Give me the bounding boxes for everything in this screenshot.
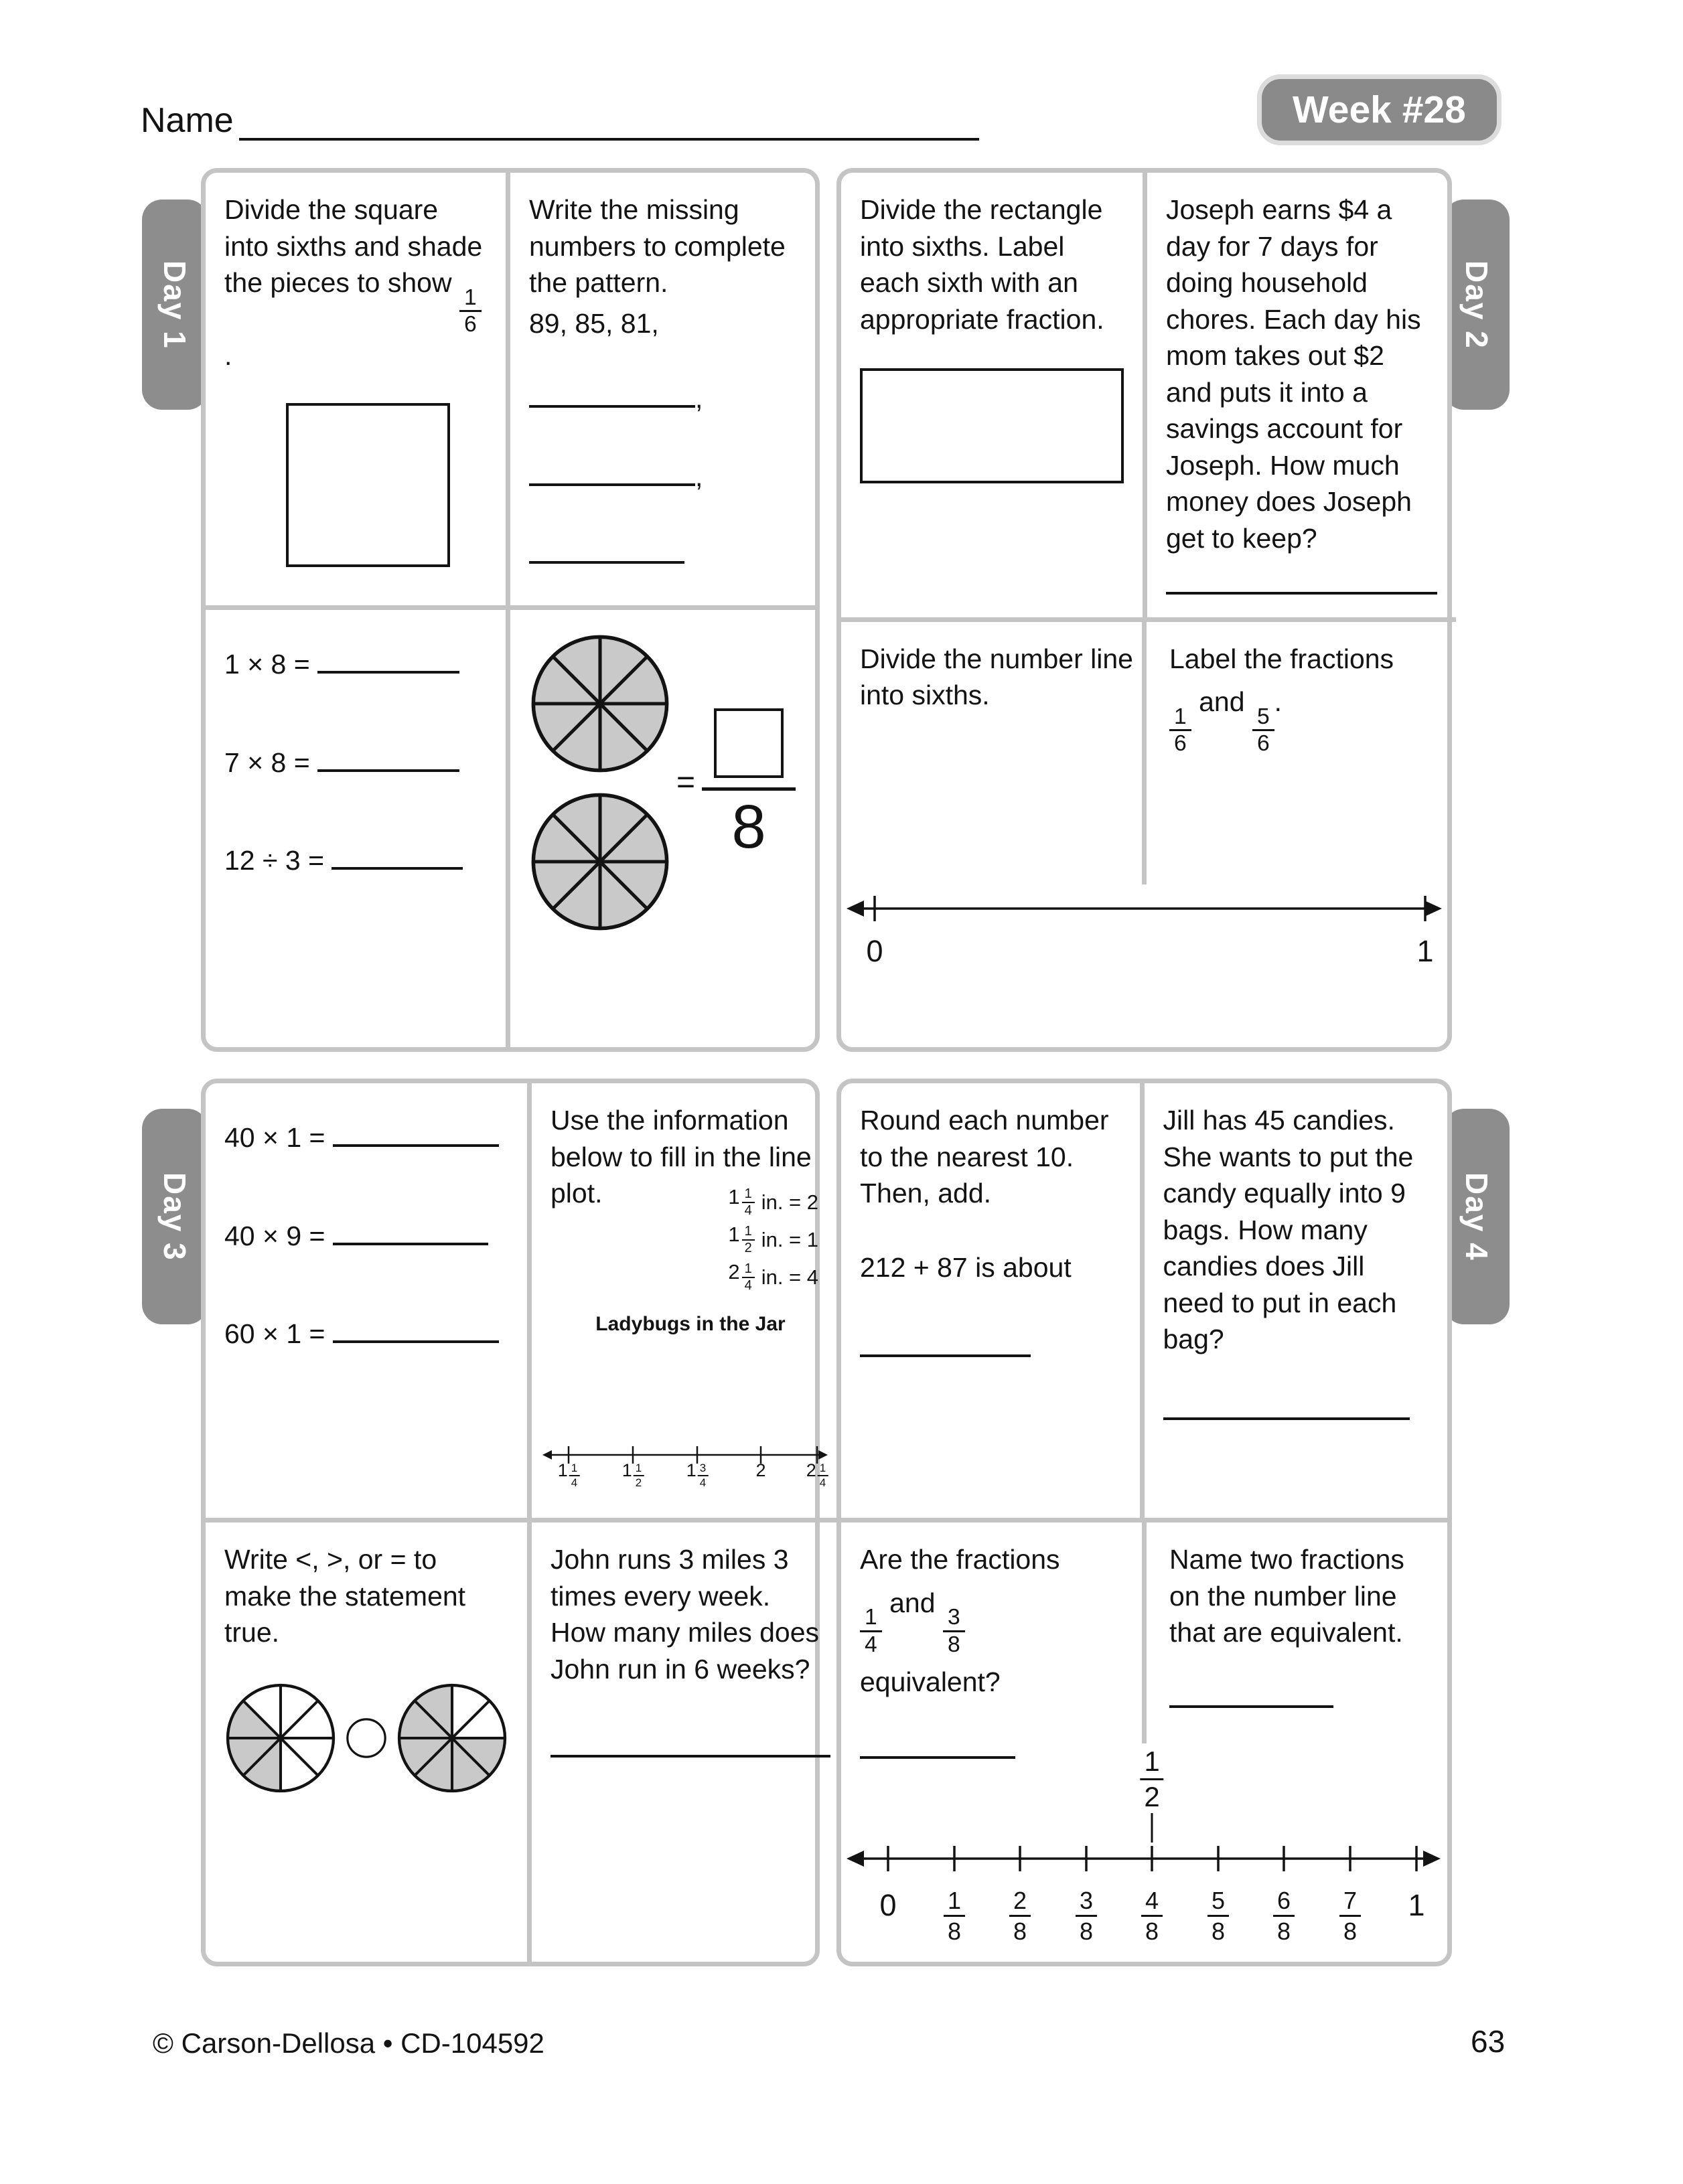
number-line-fraction-label: $\frac{1}{8}$ [944, 1881, 965, 1946]
tick-label: 2 [755, 1460, 766, 1480]
tab-day-4-label: Day 4 [1459, 1172, 1494, 1261]
group-day-3 [201, 1079, 826, 1966]
math-fact-row: 40 × 9 = [224, 1218, 508, 1255]
cell-day3-facts [206, 1083, 532, 1523]
tick-label: 1 1 2 [622, 1462, 644, 1489]
one-half-callout: $\frac{1}{2}$ [1140, 1743, 1163, 1814]
answer-blank [333, 1218, 488, 1245]
question-text: Write <, >, or = to make the statement true. [224, 1544, 466, 1648]
partially-shaded-circle-icon [224, 1682, 337, 1794]
tab-day-4 [1444, 1109, 1510, 1324]
answer-blank-row: , [529, 380, 796, 417]
mixed-number: 2 1 4 [728, 1261, 754, 1294]
question-text: John runs 3 miles 3 times every week. How many miles does John run in 6 weeks? [551, 1544, 820, 1685]
cell-day2-rectangle-sixths [841, 173, 1147, 622]
line-plot [541, 1437, 829, 1508]
question-text: Divide the number line into sixths. [860, 643, 1133, 711]
fraction-five-sixths: $\frac{5}{6}$ [1252, 704, 1274, 757]
cell-day1-facts [206, 610, 510, 1047]
cell-day4-word-problem [1145, 1083, 1448, 1523]
week-badge-label: Week #28 [1293, 88, 1466, 131]
tab-day-3 [142, 1109, 208, 1324]
number-line-label-0: 0 [879, 1888, 897, 1922]
group-day-2 [836, 168, 1452, 1052]
cell-day3-word-problem [532, 1523, 849, 1962]
pattern-given-numbers: 89, 85, 81, [529, 307, 659, 339]
fraction-answer-figure [702, 708, 796, 861]
answer-blank [860, 1330, 1031, 1357]
callout-connector-line [1151, 1813, 1153, 1843]
number-line-icon [841, 891, 1447, 926]
tab-day-1 [142, 200, 208, 410]
answer-blank [529, 459, 695, 486]
pie-column [529, 633, 671, 933]
name-blank-line [239, 102, 979, 141]
comparison-answer-circle-icon [345, 1717, 388, 1760]
question-text: Divide the square into sixths and shade the pieces to show $\frac{1}{6}$ . [224, 194, 483, 371]
question-text: Divide the rectangle into sixths. Label each sixth with an appropriate fraction. [860, 194, 1104, 335]
tab-day-3-label: Day 3 [157, 1172, 192, 1261]
fraction-one-sixth: $\frac{1}{6}$ [1169, 704, 1191, 757]
number-line-label-1: 1 [1408, 1888, 1425, 1922]
column-divider [1142, 1523, 1147, 1743]
question-text: Use the information below to fill in the line plot. [551, 1105, 812, 1209]
name-label: Name [141, 101, 234, 140]
denominator-eight: 8 [731, 792, 766, 861]
number-line-fraction-label: $\frac{5}{8}$ [1208, 1881, 1229, 1946]
number-line-label-0: 0 [866, 933, 883, 968]
line-plot-title: Ladybugs in the Jar [595, 1312, 786, 1335]
cell-day2-number-line-row [841, 622, 1456, 1047]
name-row [141, 100, 979, 141]
math-fact-row: 40 × 1 = [224, 1119, 508, 1156]
column-divider [1142, 622, 1147, 884]
answer-blank [333, 1119, 499, 1147]
rounding-problem: 212 + 87 is about [860, 1251, 1072, 1283]
math-fact-row: 1 × 8 = [224, 646, 487, 683]
empty-rectangle-shape [860, 368, 1124, 483]
fraction-line: $\frac{1}{6}$ and $\frac{5}{6}$ . [1169, 684, 1437, 757]
answer-blank-row [529, 536, 796, 573]
answer-blank-row [1169, 1681, 1437, 1717]
pie-fraction-figure [529, 633, 796, 933]
answer-blank [332, 842, 463, 870]
equals-sign: = [676, 765, 696, 801]
number-line-fraction-label: $\frac{2}{8}$ [1009, 1881, 1031, 1946]
number-line-label-1: 1 [1416, 933, 1434, 968]
week-badge [1262, 79, 1497, 141]
question-text: Round each number to the nearest 10. Then, add. [860, 1105, 1109, 1209]
group-day-4 [836, 1079, 1452, 1966]
answer-blank [317, 745, 459, 772]
copyright-text: © Carson-Dellosa • CD-104592 [153, 2027, 544, 2059]
question-text: Write the missing numbers to complete the pattern. [529, 194, 786, 299]
question-text: Joseph earns $4 a day for 7 days for doing household chores. Each day his mom takes out $2 and puts it into a savings account for Joseph. How much money does Joseph get to keep? [1166, 194, 1421, 554]
cell-day1-pie-fraction [510, 610, 815, 1047]
number-line-icon [841, 1841, 1447, 1876]
question-text: equivalent? [860, 1666, 1001, 1698]
fraction-one-fourth: $\frac{1}{4}$ [860, 1605, 882, 1657]
group-day-1 [201, 168, 820, 1052]
number-line-fraction-label: $\frac{4}{8}$ [1141, 1881, 1163, 1946]
math-fact-row: 60 × 1 = [224, 1316, 508, 1352]
question-text: Jill has 45 candies. She wants to put the candy equally into 9 bags. How many candies does Jill need to put in each bag? [1163, 1105, 1414, 1355]
question-text: Label the fractions [1169, 643, 1394, 674]
answer-blank [333, 1316, 499, 1343]
answer-blank [529, 380, 695, 408]
answer-blank-row [860, 1330, 1121, 1367]
shaded-eighths-circle-icon [529, 633, 671, 775]
fraction-line: $\frac{1}{4}$ and $\frac{3}{8}$ [860, 1585, 1136, 1658]
answer-blank [529, 536, 684, 564]
number-line-fraction-label: $\frac{3}{8}$ [1076, 1881, 1097, 1946]
math-fact-row: 12 ÷ 3 = [224, 842, 487, 879]
cell-day3-compare [206, 1523, 532, 1962]
number-line-0-to-1 [841, 891, 1447, 992]
cell-day1-shade-square [206, 173, 510, 610]
cell-day1-pattern [510, 173, 815, 610]
question-label-fractions [1169, 641, 1437, 757]
comparison-figure [224, 1682, 508, 1794]
tick-label: 2 1 4 [806, 1462, 828, 1489]
mixed-number: 1 1 2 [728, 1224, 754, 1256]
page-number: 63 [1471, 2024, 1506, 2059]
answer-blank [1166, 567, 1437, 595]
answer-blank-row: , [529, 459, 796, 495]
key-row: 1 1 2 in. = 1 [728, 1222, 818, 1255]
tick-label: 1 3 4 [686, 1462, 709, 1489]
cell-day4-number-line-row [841, 1523, 1447, 1962]
number-line-fraction-label: $\frac{6}{8}$ [1273, 1881, 1295, 1946]
math-fact-row: 7 × 8 = [224, 745, 487, 781]
shaded-eighths-circle-icon [529, 791, 671, 933]
numerator-answer-box [714, 708, 784, 778]
tab-day-1-label: Day 1 [157, 260, 192, 349]
key-row: 2 1 4 in. = 4 [728, 1259, 818, 1293]
line-plot-axis-icon [541, 1445, 829, 1465]
question-text-span: Divide the square into sixths and shade the pieces to show [224, 194, 483, 299]
question-text: Are the fractions [860, 1544, 1060, 1575]
answer-blank-row [551, 1730, 830, 1767]
empty-square-shape [286, 403, 450, 567]
partially-shaded-circle-icon [396, 1682, 508, 1794]
fraction-bar [702, 787, 796, 791]
fraction-one-sixth: $\frac{1}{6}$ [459, 285, 482, 337]
number-line-fraction-label: $\frac{7}{8}$ [1339, 1881, 1361, 1946]
answer-blank [1163, 1393, 1410, 1420]
question-name-two-fractions [1169, 1541, 1437, 1717]
tick-label: 1 1 4 [558, 1462, 580, 1489]
cell-day4-rounding [841, 1083, 1145, 1523]
question-divide-number-line [860, 641, 1136, 714]
eighths-number-line [841, 1743, 1447, 1964]
answer-blank-row [1166, 567, 1437, 604]
answer-blank [317, 646, 459, 674]
question-text: Name two fractions on the number line that are equivalent. [1169, 1544, 1404, 1648]
cell-day3-line-plot [532, 1083, 849, 1523]
answer-blank [1169, 1681, 1333, 1708]
answer-blank [551, 1730, 830, 1758]
mixed-number: 1 1 4 [728, 1186, 754, 1219]
key-row: 1 1 4 in. = 2 [728, 1184, 818, 1218]
cell-day2-word-problem [1147, 173, 1456, 622]
tab-day-2-label: Day 2 [1459, 260, 1494, 349]
answer-blank-row [1163, 1393, 1429, 1429]
question-equivalent-fractions [860, 1541, 1136, 1768]
fraction-three-eighths: $\frac{3}{8}$ [943, 1605, 965, 1657]
